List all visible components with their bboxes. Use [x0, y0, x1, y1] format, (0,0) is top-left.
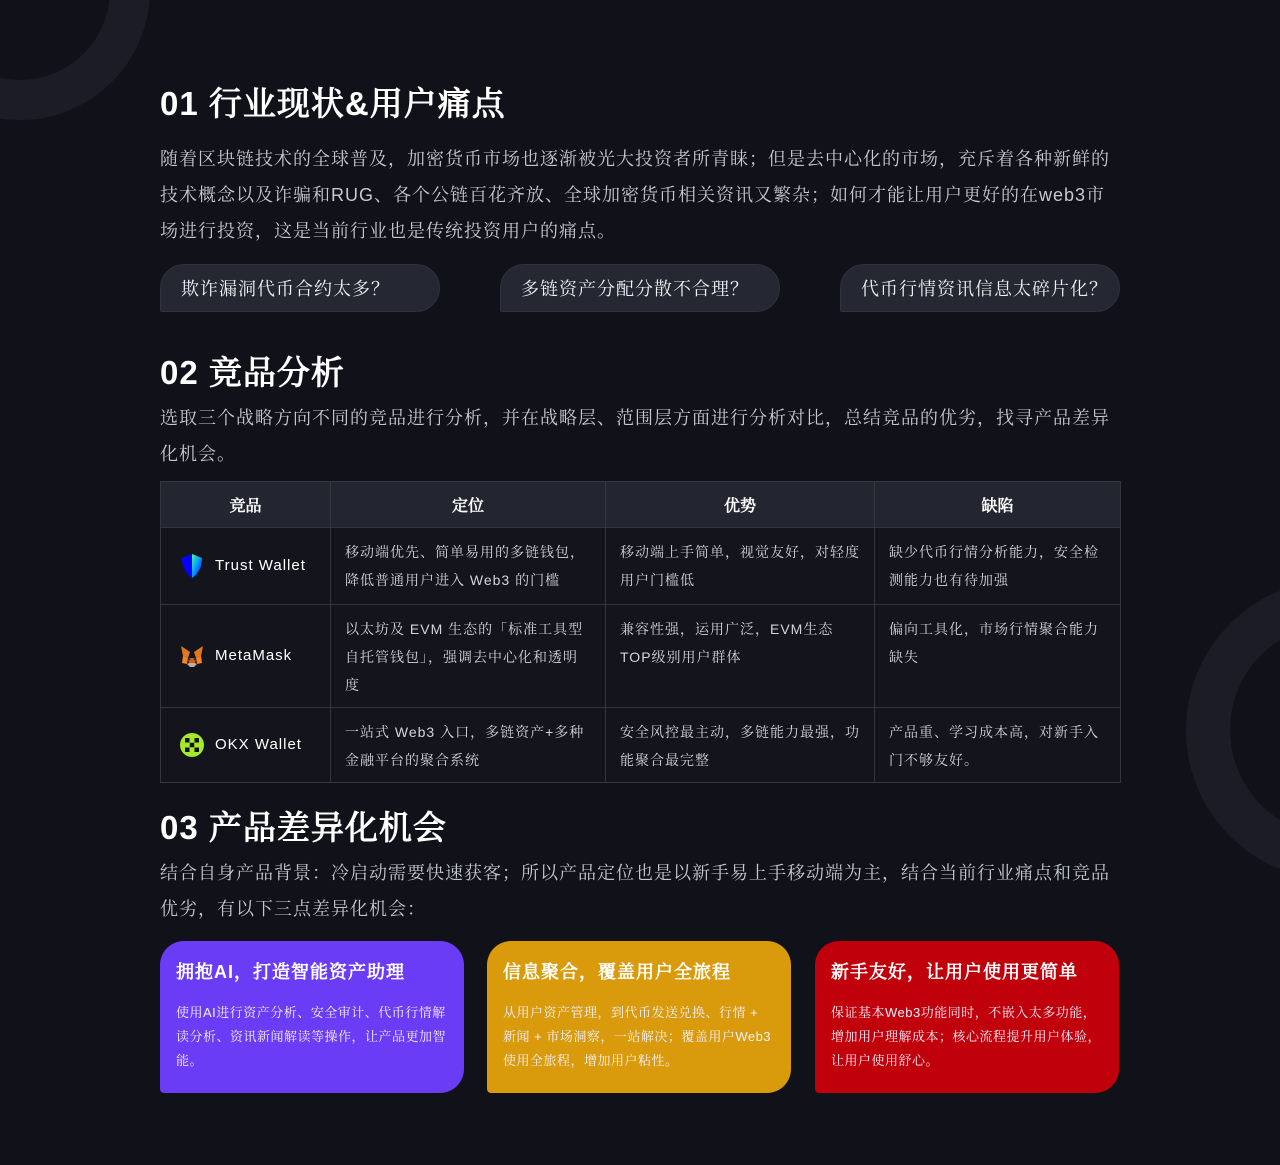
table-row [161, 605, 1121, 708]
cons-cell: 缺少代币行情分析能力，安全检测能力也有待加强 [875, 528, 1121, 605]
position-cell: 移动端优先、简单易用的多链钱包，降低普通用户进入 Web3 的门槛 [331, 528, 606, 605]
opportunity-card-ai [160, 941, 464, 1093]
pain-point-label: 多链资产分配分散不合理？ [521, 279, 749, 299]
cons-cell: 产品重、学习成本高，对新手入门不够友好。 [875, 708, 1121, 783]
pros-cell: 兼容性强，运用广泛，EVM生态TOP级别用户群体 [606, 605, 875, 708]
opportunity-card-aggregation [487, 941, 791, 1093]
brand-cell [161, 605, 331, 708]
col-header-position: 定位 [331, 482, 606, 528]
brand-cell [161, 528, 331, 605]
position-cell: 以太坊及 EVM 生态的「标准工具型自托管钱包」，强调去中心化和透明度 [331, 605, 606, 708]
trust-wallet-shield-icon [179, 553, 205, 579]
card-title: 拥抱AI，打造智能资产助理 [176, 962, 405, 982]
col-header-cons: 缺陷 [875, 482, 1121, 528]
pain-point-pill [840, 264, 1120, 312]
table-row [161, 708, 1121, 783]
pain-point-pill [160, 264, 440, 312]
okx-wallet-icon [179, 732, 205, 758]
pain-point-label: 欺诈漏洞代币合约太多？ [181, 279, 390, 299]
decorative-ring-top-left [0, 0, 150, 120]
brand-name: MetaMask [215, 647, 293, 664]
section-body-competitors: 选取三个战略方向不同的竞品进行分析，并在战略层、范围层方面进行分析对比，总结竞品的优劣，找寻产品差异化机会。 [160, 408, 1110, 464]
decorative-ring-right [1186, 580, 1280, 880]
pain-point-pill [500, 264, 780, 312]
card-title: 信息聚合，覆盖用户全旅程 [503, 962, 731, 982]
table-header-row [161, 482, 1121, 528]
section-body-opportunities: 结合自身产品背景：冷启动需要快速获客；所以产品定位也是以新手易上手移动端为主，结合当前行业痛点和竞品优劣，有以下三点差异化机会： [160, 863, 1110, 919]
col-header-product: 竞品 [161, 482, 331, 528]
card-text: 使用AI进行资产分析、安全审计、代币行情解读分析、资讯新闻解读等操作，让产品更加智能。 [176, 1005, 447, 1068]
opportunity-card-beginner [815, 941, 1119, 1093]
competitor-table [160, 481, 1121, 783]
position-cell: 一站式 Web3 入口，多链资产+多种金融平台的聚合系统 [331, 708, 606, 783]
table-row [161, 528, 1121, 605]
section-body-industry: 随着区块链技术的全球普及，加密货币市场也逐渐被光大投资者所青睐；但是去中心化的市场，充斥着各种新鲜的技术概念以及诈骗和RUG、各个公链百花齐放、全球加密货币相关资讯又繁杂；如何才能让用户更好的在web3市场进行投资，这是当前行业也是传统投资用户的痛点。 [160, 149, 1110, 241]
pros-cell: 安全风控最主动，多链能力最强，功能聚合最完整 [606, 708, 875, 783]
cons-cell: 偏向工具化，市场行情聚合能力缺失 [875, 605, 1121, 708]
col-header-pros: 优势 [606, 482, 875, 528]
section-title-industry: 01 行业现状&用户痛点 [160, 85, 506, 122]
metamask-fox-icon [179, 643, 205, 669]
card-text: 保证基本Web3功能同时，不嵌入太多功能，增加用户理解成本；核心流程提升用户体验，让用户使用舒心。 [831, 1005, 1102, 1068]
pain-point-label: 代币行情资讯信息太碎片化？ [861, 279, 1108, 299]
section-title-opportunities: 03 产品差异化机会 [160, 809, 447, 846]
brand-name: OKX Wallet [215, 736, 302, 753]
section-title-competitors: 02 竞品分析 [160, 354, 345, 391]
brand-cell [161, 708, 331, 783]
brand-name: Trust Wallet [215, 557, 306, 574]
card-title: 新手友好，让用户使用更简单 [831, 962, 1078, 982]
pros-cell: 移动端上手简单，视觉友好，对轻度用户门槛低 [606, 528, 875, 605]
card-text: 从用户资产管理，到代币发送兑换、行情 + 新闻 + 市场洞察，一站解决；覆盖用户Web3使用全旅程，增加用户粘性。 [503, 1005, 772, 1068]
